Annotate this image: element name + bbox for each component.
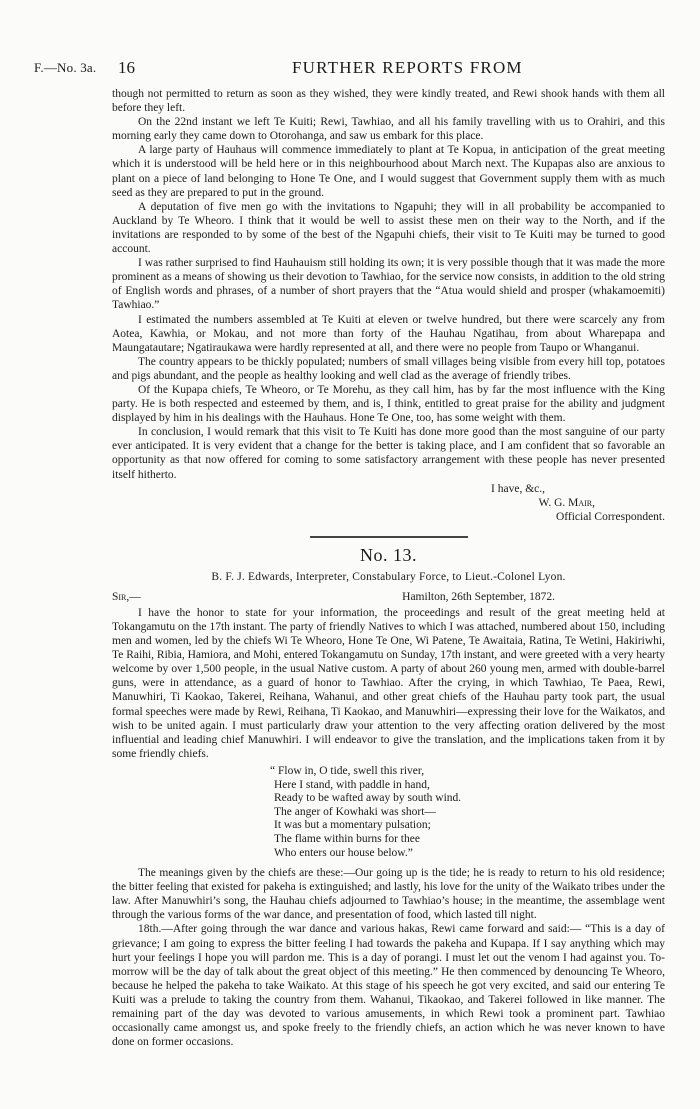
paragraph: Of the Kupapa chiefs, Te Wheoro, or Te Morehu, as they call him, has by far the most influence with the King party. He is both respected and esteemed by them, and is, I think, entitled to great praise for the ability and judgment displayed by him in his dealings with the Hauhaus. Hone Te One, too, has some weight with them. <box>112 383 665 425</box>
paragraph: I estimated the numbers assembled at Te Kuiti at eleven or twelve hundred, but there were scarcely any from Aotea, Kawhia, or Mokau, and not more than forty of the Hauhau Ngatihau, from about Wharepapa and Maungatautare; Ngatiraukawa were hardly represented at all, and there were no people from Taupo or Whanganui. <box>112 313 665 354</box>
section-number: No. 13. <box>360 544 417 565</box>
poem-line: The anger of Kowhaki was short— <box>274 805 436 818</box>
paragraph: The meanings given by the chiefs are these:—Our going up is the tide; he is ready to return to his old residence; the bitter feeling that existed for pakeha is extinguished; and lastly, his love for the unity of the Waikato tribes under the law. After Manuwhiri’s song, the Hauhau chiefs adjourned to Tawhiao’s house; in the meantime, the assemblage went through the various forms of the war dance, and presentation of food, which lasted till night. <box>112 867 665 922</box>
paper-reference: F.—No. 3a. <box>34 60 97 75</box>
paragraph: In conclusion, I would remark that this visit to Te Kuiti has done more good than the most sanguine of our party ever anticipated. It is very evident that a change for the better is taking place, and I am confident that so favorable an opportunity as that now offered for coming to some satisfactory arrangement with these people has never presented itself hitherto. <box>112 426 665 481</box>
letter-subtitle: B. F. J. Edwards, Interpreter, Constabulary Force, to Lieut.-Colonel Lyon. <box>211 570 566 583</box>
place-date: Hamilton, 26th September, 1872. <box>402 590 555 603</box>
poem-line: The flame within burns for thee <box>274 832 420 845</box>
paragraph: On the 22nd instant we left Te Kuiti; Rewi, Tawhiao, and all his family travelling with us to Orahiri, and this morning early they came down to Otorohanga, and saw us embark for this place. <box>112 116 665 143</box>
paragraph: A large party of Hauhaus will commence immediately to plant at Te Kopua, in anticipation of the great meeting which it is understood will be held here or in this neighbourhood about March next. The Kupapas also are anxious to plant on a piece of land belonging to Hone Te One, and I would suggest that Government supply them with as much seed as they are prepared to put in the ground. <box>112 144 665 199</box>
salutation-line <box>112 590 665 604</box>
section-divider <box>310 536 468 538</box>
document-body <box>112 87 665 1049</box>
poem-line: Here I stand, with paddle in hand, <box>274 778 430 791</box>
paragraph: 18th.—After going through the war dance and various hakas, Rewi came forward and said:— “This is a day of grievance; I am going to express the bitter feeling I had towards the pakeha and Kupapa. If I say anything which may hurt your feelings I hope you will pardon me. This is a day of porangi. I must let out the venom I had against you. To-morrow will be the day of talk about the great object of this meeting.” He then commenced by denouncing Te Wheoro, because he helped the pakeha to take Waikato. At this stage of his speech he got very excited, and said our entering Te Kuiti was a prelude to taking the country from them. Wahanui, Tikaokao, and Takerei followed in like manner. The remaining part of the day was devoted to various amusements, in which Rewi took a prominent part. Tawhiao occasionally came amongst us, and spoke freely to the friendly chiefs, an action which he was never known to have done on former occasions. <box>112 923 665 1049</box>
signature-name: W. G. Mair, <box>538 496 595 509</box>
poem-line: Who enters our house below.” <box>274 846 413 859</box>
poem-line: Ready to be wafted away by south wind. <box>274 792 462 805</box>
signature-block <box>112 482 665 524</box>
page-number: 16 <box>118 58 135 77</box>
salutation: Sir,— <box>112 590 141 603</box>
poem-line: It was but a momentary pulsation; <box>274 819 431 832</box>
poem-line: “ Flow in, O tide, swell this river, <box>270 764 425 777</box>
running-title: FURTHER REPORTS FROM <box>292 58 523 77</box>
paragraph: I have the honor to state for your information, the proceedings and result of the great meeting held at Tokangamutu on the 17th instant. The party of friendly Natives to which I was attached, numbered about 150, including men and women, led by the chiefs Wi Te Wheoro, Hone Te One, Wi Patene, Te Awaitaia, Ratina, Te Wetini, Hakiriwhi, Te Raihi, Ribia, Hamiora, and Mohi, entered Tokangamutu on Sunday, 17th instant, and were greeted with a very hearty welcome by over 1,500 people, in the usual Native custom. A party of about 260 young men, armed with double-barrel guns, were in attendance, as a guard of honor to Tawhiao. After the crying, in which Tawhiao, Te Paea, Rewi, Manuwhiri, Ti Kaokao, Takerei, Reihana, Wahanui, and other great chiefs of the Hauhau party took part, the usual formal speeches were made by Rewi, Reihana, Ti Kaokao, and Manuwhiri—expressing their love for the Waikatos, and wish to be united again. I must particularly draw your attention to the very affecting oration delivered by the most influential and leading chief Manuwhiri. I will endeavor to give the translation, and the implications taken from it by some friendly chiefs. <box>112 606 665 760</box>
signature-role: Official Correspondent. <box>555 510 665 523</box>
paragraph: The country appears to be thickly populated; numbers of small villages being visible from every hill top, potatoes and pigs abundant, and the people as healthy looking and well clad as the average of friendly tribes. <box>112 355 665 382</box>
signature-closing: I have, &c., <box>491 482 545 495</box>
poem-block <box>270 765 665 860</box>
page-header <box>34 58 668 80</box>
paragraph: I was rather surprised to find Hauhauism still holding its own; it is very possible though that it was made the more prominent as a means of showing us their devotion to Tawhiao, for the service now consists, in addition to the old string of English words and phrases, of a number of short prayers that the “Atua would shield and prosper (whakamoemiti) Tawhiao.” <box>112 257 665 312</box>
paragraph: though not permitted to return as soon as they wished, they were kindly treated, and Rewi shook hands with them all before they left. <box>112 88 665 115</box>
paragraph: A deputation of five men go with the invitations to Ngapuhi; they will in all probability be accompanied to Auckland by Te Wheoro. I think that it would be well to assist these men on their way to the North, and if the invitations are responded to by some of the best of the Ngapuhi chiefs, their visit to Te Kuiti may be turned to good account. <box>112 200 665 256</box>
